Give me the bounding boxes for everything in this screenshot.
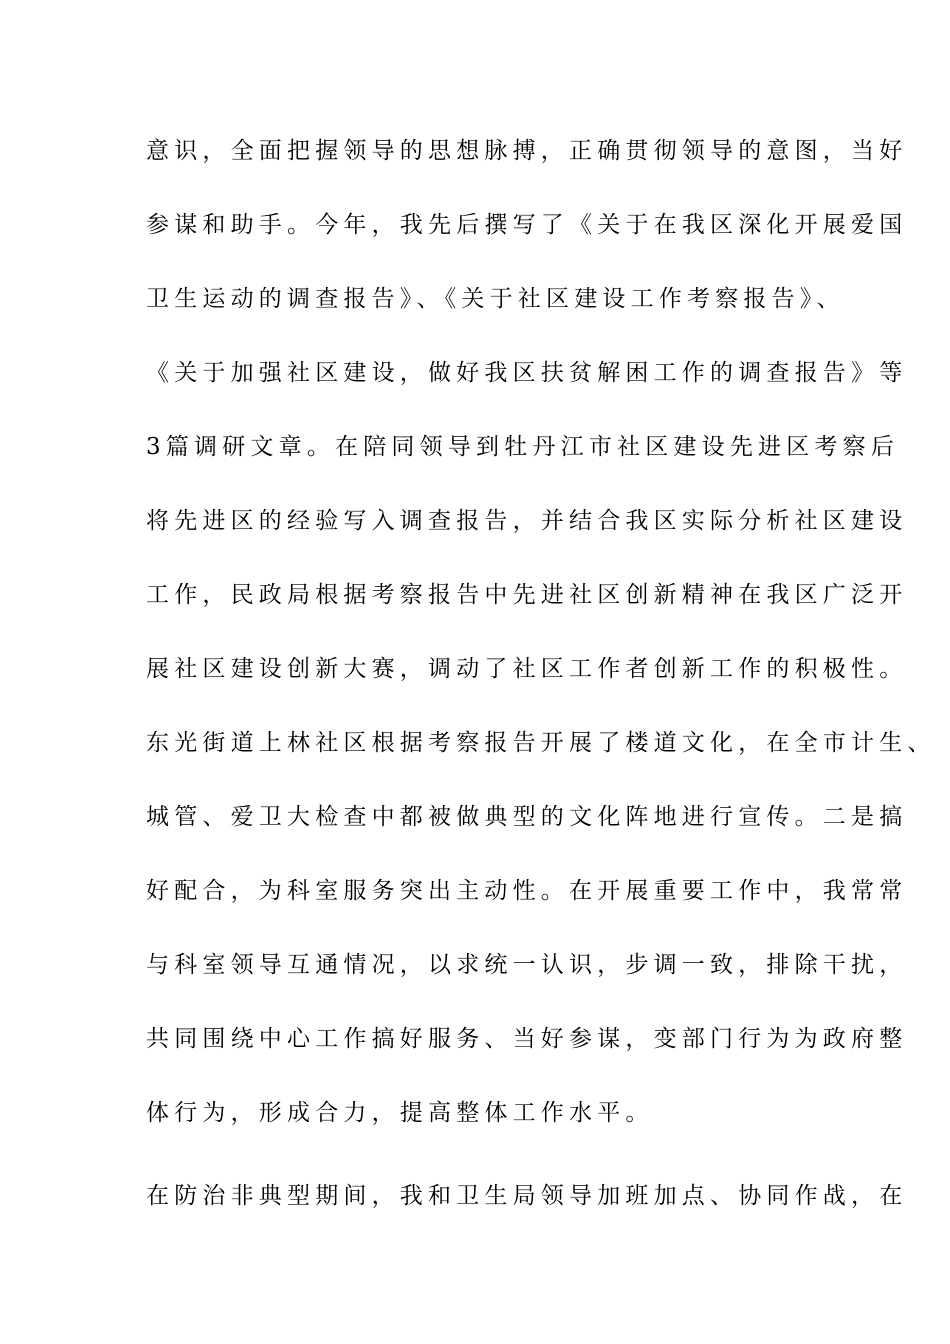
text-line-10: 城管、爱卫大检查中都被做典型的文化阵地进行宣传。二是搞 xyxy=(146,804,908,830)
text-line-11: 好配合，为科室服务突出主动性。在开展重要工作中，我常常 xyxy=(146,878,908,904)
text-line-4: 《关于加强社区建设，做好我区扶贫解困工作的调查报告》等 xyxy=(146,360,908,386)
text-line-9: 东光街道上林社区根据考察报告开展了楼道文化，在全市计生、 xyxy=(146,730,936,756)
text-line-2: 参谋和助手。今年，我先后撰写了《关于在我区深化开展爱国 xyxy=(146,212,908,238)
text-line-12: 与科室领导互通情况，以求统一认识，步调一致，排除干扰， xyxy=(146,952,908,978)
text-line-1: 意识，全面把握领导的思想脉搏，正确贯彻领导的意图，当好 xyxy=(146,138,908,164)
text-line-6: 将先进区的经验写入调查报告，并结合我区实际分析社区建设 xyxy=(146,508,908,534)
text-line-7: 工作，民政局根据考察报告中先进社区创新精神在我区广泛开 xyxy=(146,582,908,608)
text-line-14: 体行为，形成合力，提高整体工作水平。 xyxy=(146,1100,654,1126)
text-line-3: 卫生运动的调查报告》、《关于社区建设工作考察报告》、 xyxy=(146,286,845,312)
text-line-13: 共同围绕中心工作搞好服务、当好参谋，变部门行为为政府整 xyxy=(146,1026,908,1052)
text-line-8: 展社区建设创新大赛，调动了社区工作者创新工作的积极性。 xyxy=(146,656,908,682)
text-line-5: 3篇调研文章。在陪同领导到牡丹江市社区建设先进区考察后 xyxy=(146,434,900,460)
text-line-15: 在防治非典型期间，我和卫生局领导加班加点、协同作战，在 xyxy=(146,1183,908,1209)
